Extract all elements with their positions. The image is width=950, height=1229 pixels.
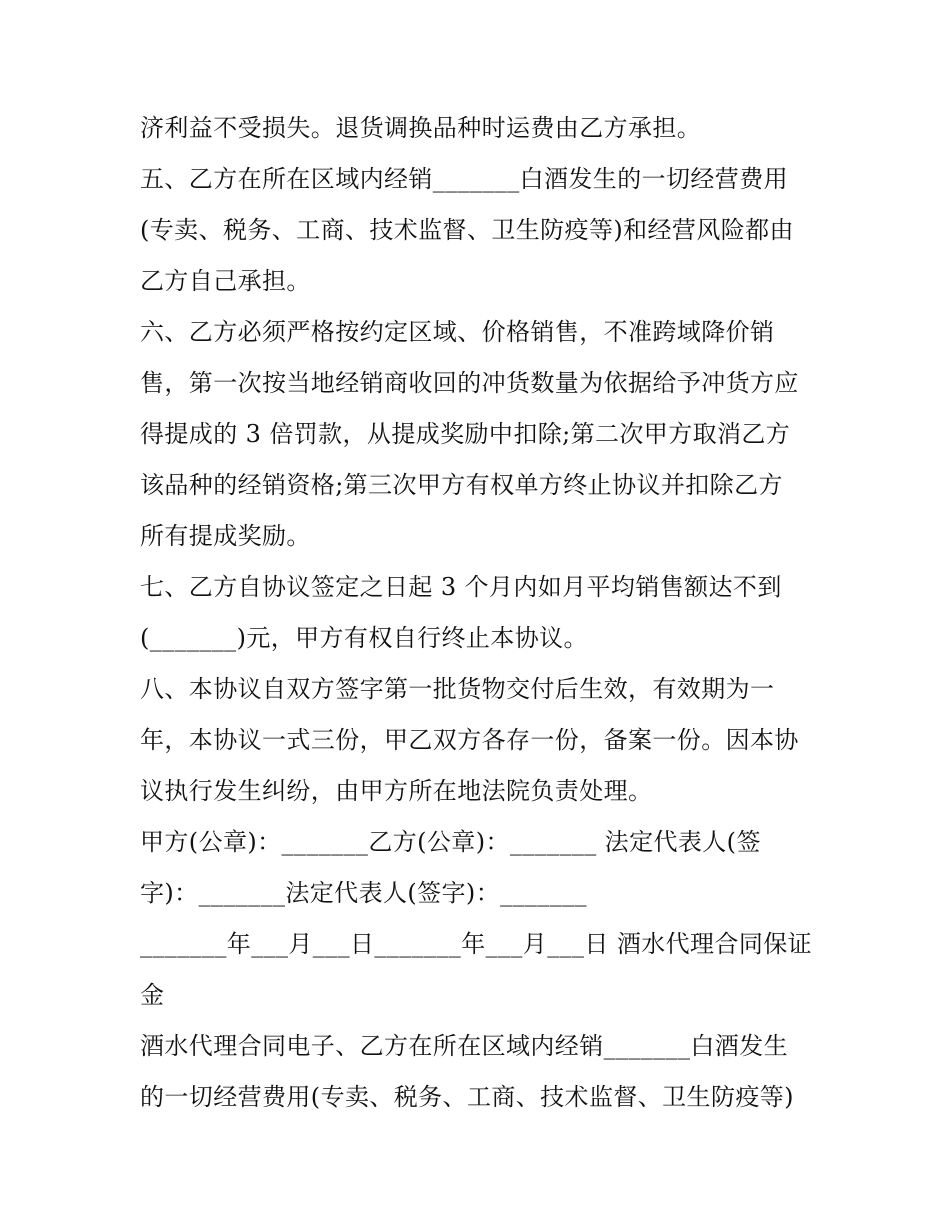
text-line-10: 七、乙方自协议签定之日起 3 个月内如月平均销售额达不到 xyxy=(140,573,782,601)
text-line-7: 得提成的 3 倍罚款，从提成奖励中扣除;第二次甲方取消乙方 xyxy=(140,420,791,448)
text-line-13: 年，本协议一式三份，甲乙双方各存一份，备案一份。因本协 xyxy=(140,726,799,754)
text-line-17: _______年___月___日_______年___月___日 酒水代理合同保证 xyxy=(140,930,813,958)
text-line-9: 所有提成奖励。 xyxy=(140,522,311,550)
text-line-19: 酒水代理合同电子、乙方在所在区域内经销_______白酒发生 xyxy=(140,1032,788,1060)
text-line-3: (专卖、税务、工商、技术监督、卫生防疫等)和经营风险都由 xyxy=(140,216,794,244)
text-line-16: 字)：_______法定代表人(签字)：_______ xyxy=(140,879,587,907)
text-line-18: 金 xyxy=(140,981,165,1009)
text-line-1: 济利益不受损失。退货调换品种时运费由乙方承担。 xyxy=(140,114,702,142)
text-line-2: 五、乙方在所在区域内经销_______白酒发生的一切经营费用 xyxy=(140,165,788,193)
text-line-14: 议执行发生纠纷，由甲方所在地法院负责处理。 xyxy=(140,777,653,805)
text-line-11: (_______)元，甲方有权自行终止本协议。 xyxy=(140,624,588,652)
text-line-8: 该品种的经销资格;第三次甲方有权单方终止协议并扣除乙方 xyxy=(140,471,783,499)
text-line-5: 六、乙方必须严格按约定区域、价格销售，不准跨域降价销 xyxy=(140,318,775,346)
text-line-12: 八、本协议自双方签字第一批货物交付后生效，有效期为一 xyxy=(140,675,775,703)
text-line-4: 乙方自己承担。 xyxy=(140,267,311,295)
text-line-20: 的一切经营费用(专卖、税务、工商、技术监督、卫生防疫等) xyxy=(140,1083,794,1111)
text-line-15: 甲方(公章)：_______乙方(公章)：_______ 法定代表人(签 xyxy=(140,828,761,856)
text-line-6: 售，第一次按当地经销商收回的冲货数量为依据给予冲货方应 xyxy=(140,369,799,397)
